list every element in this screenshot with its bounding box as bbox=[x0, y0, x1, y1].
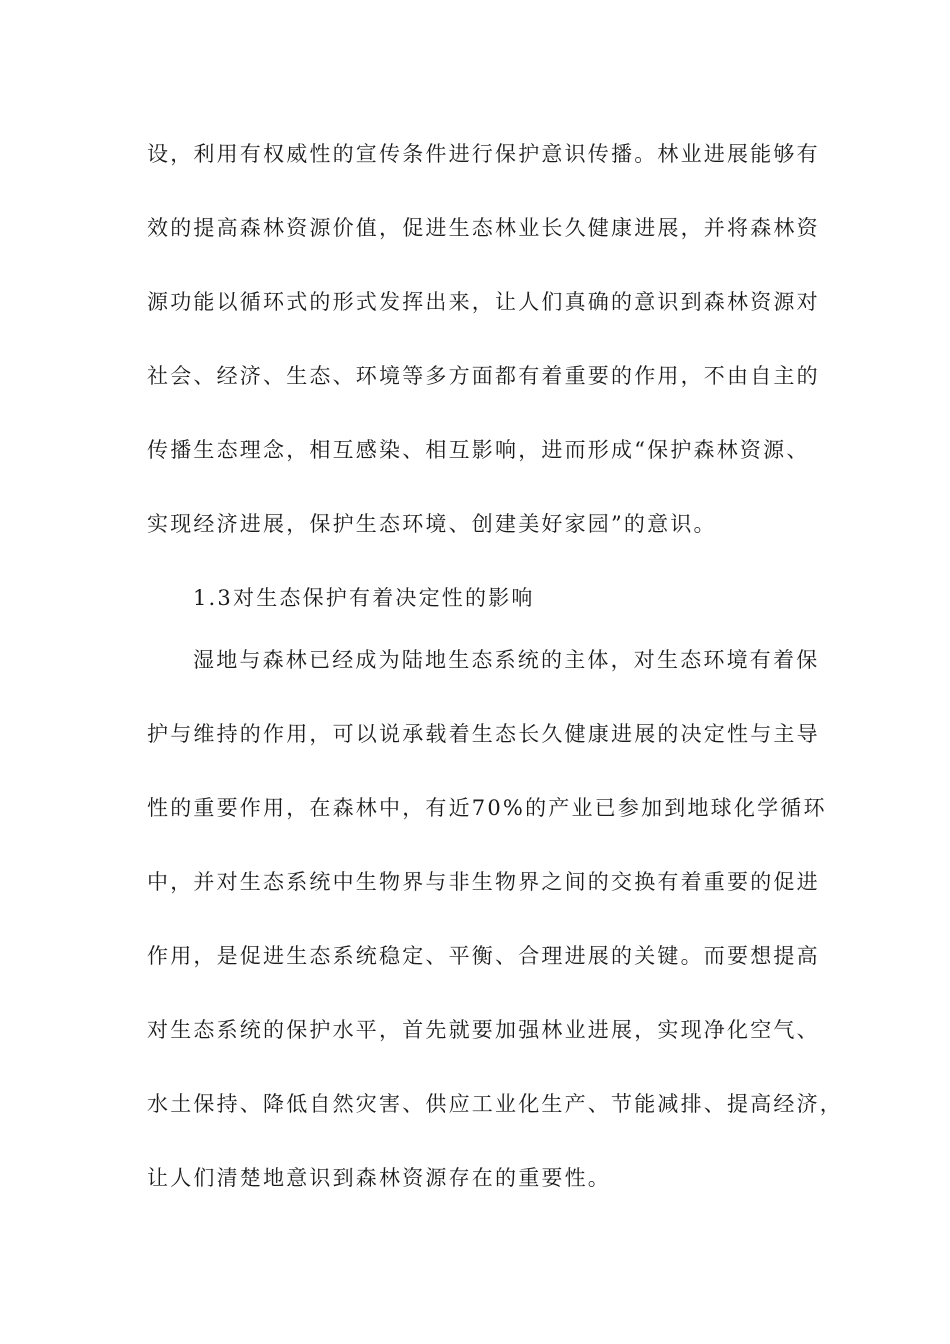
text-line: 传播生态理念，相互感染、相互影响，进而形成“保护森林资源、 bbox=[147, 438, 810, 462]
text-line: 护与维持的作用，可以说承载着生态长久健康进展的决定性与主导 bbox=[147, 722, 820, 746]
text-line: 实现经济进展，保护生态环境、创建美好家园”的意识。 bbox=[147, 512, 717, 536]
text-line: 设，利用有权威性的宣传条件进行保护意识传播。林业进展能够有 bbox=[147, 142, 820, 166]
text-line: 源功能以循环式的形式发挥出来，让人们真确的意识到森林资源对 bbox=[147, 290, 820, 314]
text-line: 水土保持、降低自然灾害、供应工业化生产、节能减排、提高经济， bbox=[147, 1092, 843, 1116]
document-body bbox=[147, 133, 843, 1231]
paragraph-continued bbox=[147, 133, 827, 577]
text-line: 中，并对生态系统中生物界与非生物界之间的交换有着重要的促进 bbox=[147, 870, 820, 894]
text-line: 让人们清楚地意识到森林资源存在的重要性。 bbox=[147, 1166, 611, 1190]
text-line: 湿地与森林已经成为陆地生态系统的主体，对生态环境有着保 bbox=[193, 648, 820, 672]
text-line: 效的提高森林资源价值，促进生态林业长久健康进展，并将森林资 bbox=[147, 216, 820, 240]
text-line: 性的重要作用，在森林中，有近70%的产业已参加到地球化学循环 bbox=[147, 796, 827, 820]
text-line: 社会、经济、生态、环境等多方面都有着重要的作用，不由自主的 bbox=[147, 364, 820, 388]
text-line: 对生态系统的保护水平，首先就要加强林业进展，实现净化空气、 bbox=[147, 1018, 820, 1042]
paragraph bbox=[147, 639, 843, 1231]
text-line: 作用，是促进生态系统稳定、平衡、合理进展的关键。而要想提高 bbox=[147, 944, 820, 968]
section-heading: 1.3对生态保护有着决定性的影响 bbox=[193, 586, 535, 610]
